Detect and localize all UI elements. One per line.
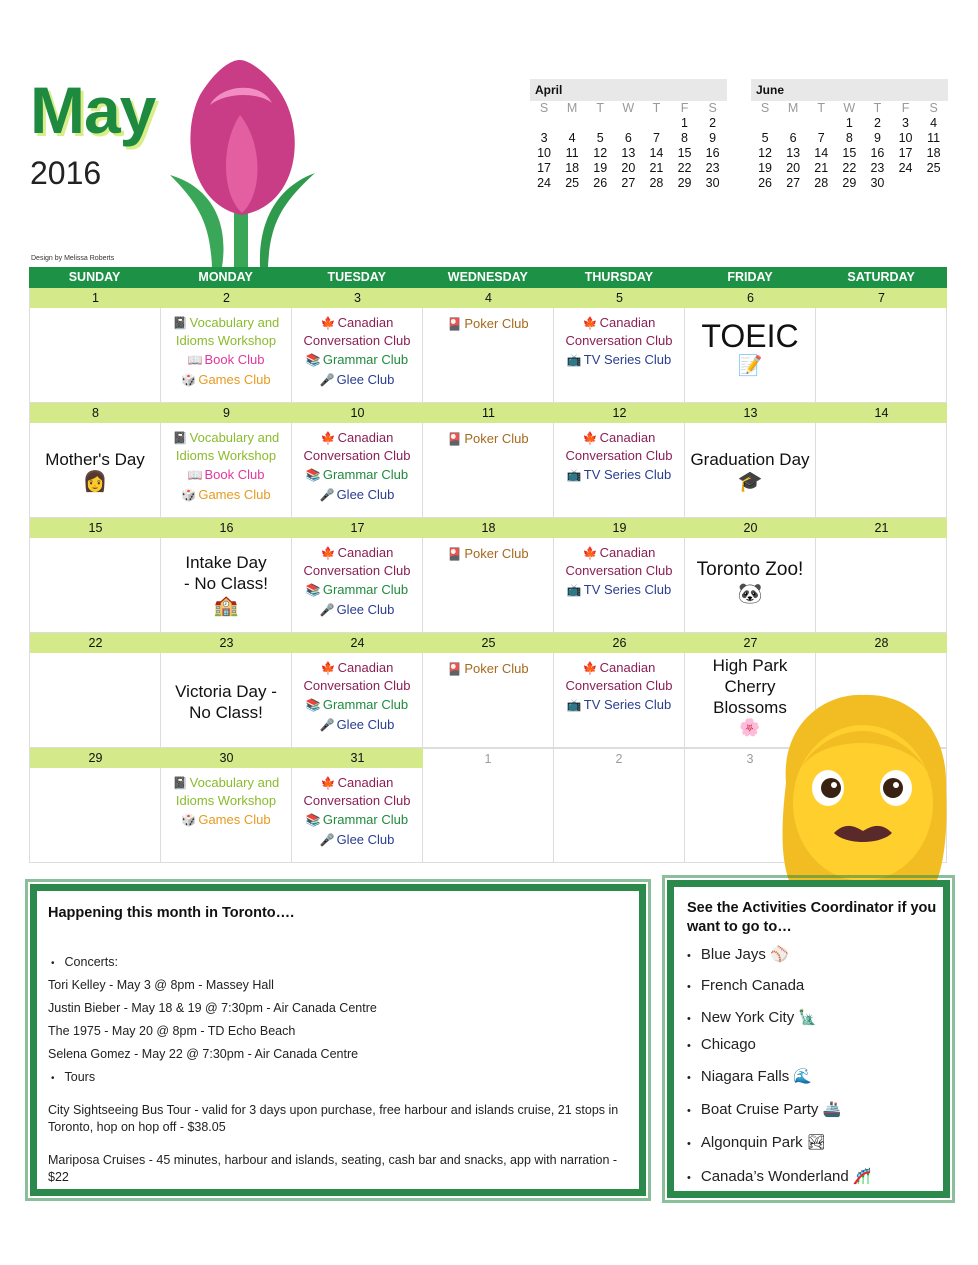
day-number: 18: [481, 521, 496, 535]
notebook-icon: 📓: [172, 431, 188, 445]
event-canadian-conversation-club: 🍁 Canadian Conversation Club: [565, 315, 673, 348]
cards-icon: 🎴: [447, 662, 463, 676]
mini-day: [807, 116, 835, 131]
mini-week-row: [751, 116, 948, 131]
trip-item-blue-jays: • Blue Jays ⚾: [687, 946, 789, 963]
activities-coordinator-panel: [667, 880, 950, 1198]
mini-day: 16: [705, 146, 720, 160]
tour-item: City Sightseeing Bus Tour - valid for 3 days upon purchase, free harbour and islands cruise, 21 stops in Toronto, hop on hop off - $38.05: [48, 1103, 619, 1134]
dow-label: S: [539, 101, 549, 115]
mini-day: 6: [624, 131, 632, 145]
event-glee-club: 🎤 Glee Club: [319, 717, 395, 732]
event-vocabulary-workshop: 📓 Vocabulary and Idioms Workshop: [172, 775, 280, 808]
mini-day: [891, 176, 919, 191]
mini-week-row: [751, 176, 948, 191]
mini-day: 22: [677, 161, 692, 175]
dow-label: W: [843, 101, 856, 115]
day-cell: [554, 308, 685, 403]
mini-calendar-title: April: [530, 79, 727, 101]
day-number: 20: [743, 521, 758, 535]
day-cell: [30, 653, 161, 748]
baseball-icon: ⚾: [770, 946, 789, 963]
mini-day: 24: [537, 176, 551, 190]
day-number: 12: [612, 406, 627, 420]
tulip-icon: [150, 55, 340, 267]
day-number: 10: [350, 406, 365, 420]
weekday-label: TUESDAY: [327, 270, 387, 284]
day-cell: [685, 423, 816, 518]
day-number: 6: [747, 291, 754, 305]
mini-day: [586, 116, 614, 131]
microphone-icon: 🎤: [319, 373, 335, 387]
panda-icon: 🐼: [737, 583, 763, 605]
tours-heading: • Tours: [51, 1069, 95, 1087]
concert-item: Tori Kelley - May 3 @ 8pm - Massey Hall: [48, 978, 274, 992]
event-glee-club: 🎤 Glee Club: [319, 602, 395, 617]
mini-day: 7: [817, 131, 825, 145]
day-number: 22: [88, 636, 103, 650]
notebook-icon: 📓: [172, 316, 188, 330]
books-icon: 📚: [305, 353, 321, 367]
event-graduation-day: Graduation Day: [690, 450, 810, 469]
microphone-icon: 🎤: [319, 718, 335, 732]
event-canadian-conversation-club: 🍁 Canadian Conversation Club: [565, 430, 673, 463]
day-cell: [554, 423, 685, 518]
mini-day: 3: [902, 116, 909, 130]
day-cell: [292, 653, 423, 748]
cards-icon: 🎴: [447, 547, 463, 561]
day-number: 26: [612, 636, 627, 650]
tv-icon: 📺: [566, 583, 582, 597]
mini-day: [614, 116, 642, 131]
day-cell: [816, 423, 947, 518]
mini-day: 9: [873, 131, 881, 145]
event-toronto-zoo: Toronto Zoo!: [696, 559, 804, 580]
microphone-icon: 🎤: [319, 833, 335, 847]
event-toeic: TOEIC: [701, 318, 799, 354]
event-games-club: 🎲 Games Club: [181, 372, 271, 387]
day-number: 21: [874, 521, 889, 535]
mini-day: 1: [845, 116, 853, 130]
mini-day: 15: [842, 146, 857, 160]
day-cell: [161, 653, 292, 748]
day-number: 3: [354, 291, 361, 305]
event-games-club: 🎲 Games Club: [181, 487, 271, 502]
mini-day: 24: [898, 161, 913, 175]
mini-day: 4: [568, 131, 576, 145]
day-number: 30: [219, 751, 234, 765]
concerts-heading: • Concerts:: [51, 954, 118, 972]
event-intake-day: Intake Day - No Class!: [183, 553, 269, 593]
event-canadian-conversation-club: 🍁 Canadian Conversation Club: [303, 545, 411, 578]
weekday-label: SATURDAY: [847, 270, 915, 284]
notebook-icon: 📓: [172, 776, 188, 790]
day-number: 1: [92, 291, 99, 305]
day-cell: [685, 308, 816, 403]
dow-label: T: [817, 101, 826, 115]
mini-day: 19: [593, 161, 608, 175]
day-number: 19: [612, 521, 627, 535]
mini-day: 15: [677, 146, 692, 160]
mini-week-row: [530, 146, 727, 161]
event-glee-club: 🎤 Glee Club: [319, 487, 395, 502]
cherry-blossom-icon: 🌸: [739, 718, 761, 737]
day-cell: [423, 653, 554, 748]
calendar-week: [29, 518, 947, 633]
mini-day: 25: [926, 161, 941, 175]
month-title: May: [30, 73, 156, 147]
national-park-icon: 🏞: [806, 1134, 826, 1151]
event-tv-series-club: 📺 TV Series Club: [566, 352, 672, 367]
maple-leaf-icon: 🍁: [582, 431, 598, 445]
event-poker-club: 🎴 Poker Club: [447, 431, 529, 446]
mini-day: 3: [540, 131, 548, 145]
mini-day: 19: [758, 161, 772, 175]
event-book-club: 📖 Book Club: [187, 352, 265, 367]
dice-icon: 🎲: [181, 488, 197, 502]
day-number: 27: [743, 636, 758, 650]
maple-leaf-icon: 🍁: [320, 316, 336, 330]
event-poker-club: 🎴 Poker Club: [447, 316, 529, 331]
event-poker-club: 🎴 Poker Club: [447, 546, 529, 561]
trip-item-french-canada: • French Canada: [687, 977, 805, 994]
water-wave-icon: 🌊: [793, 1068, 813, 1085]
day-cell: [30, 538, 161, 633]
dow-label: F: [901, 101, 910, 115]
mini-calendar-april: [530, 79, 727, 191]
tv-icon: 📺: [566, 698, 582, 712]
mini-day: 1: [681, 116, 688, 130]
maple-leaf-icon: 🍁: [320, 546, 336, 560]
event-tv-series-club: 📺 TV Series Club: [566, 467, 672, 482]
day-number: 5: [616, 291, 623, 305]
mini-week-row: [751, 146, 948, 161]
day-cell: [423, 768, 554, 863]
woman-face-icon: 👩: [82, 471, 108, 493]
mini-week-row: [751, 131, 948, 146]
mini-day: 28: [649, 176, 664, 190]
day-number: 23: [219, 636, 234, 650]
event-canadian-conversation-club: 🍁 Canadian Conversation Club: [303, 775, 411, 808]
day-cell: [292, 538, 423, 633]
ship-icon: 🚢: [822, 1101, 842, 1118]
mini-day: 20: [621, 161, 636, 175]
mini-day: 4: [930, 116, 938, 130]
day-cell: [161, 768, 292, 863]
dow-label: T: [596, 101, 605, 115]
day-cell: [30, 768, 161, 863]
day-number: 8: [92, 406, 99, 420]
event-grammar-club: 📚 Grammar Club: [305, 582, 409, 597]
microphone-icon: 🎤: [319, 488, 335, 502]
mini-day: 18: [926, 146, 941, 160]
mini-day: 13: [786, 146, 801, 160]
mini-day: [642, 116, 670, 131]
coordinator-panel-title: See the Activities Coordinator if you want to go to…: [687, 900, 937, 935]
weekday-label: MONDAY: [198, 270, 253, 284]
mini-day: 17: [537, 161, 551, 175]
maple-leaf-icon: 🍁: [320, 776, 336, 790]
mini-week-row: [530, 161, 727, 176]
event-grammar-club: 📚 Grammar Club: [305, 697, 409, 712]
mini-calendar-title: June: [751, 79, 948, 101]
day-cell: [161, 308, 292, 403]
dice-icon: 🎲: [181, 373, 197, 387]
day-number: 24: [350, 636, 365, 650]
mini-day: 30: [705, 176, 720, 190]
mini-day: 23: [705, 161, 720, 175]
event-vocabulary-workshop: 📓 Vocabulary and Idioms Workshop: [172, 315, 280, 348]
mini-day: 21: [649, 161, 664, 175]
event-vocabulary-workshop: 📓 Vocabulary and Idioms Workshop: [172, 430, 280, 463]
dow-label: T: [873, 101, 882, 115]
day-cell: [685, 538, 816, 633]
calendar-week: [29, 288, 947, 403]
event-canadian-conversation-club: 🍁 Canadian Conversation Club: [565, 545, 673, 578]
mini-day: 14: [649, 146, 664, 160]
day-cell: [554, 653, 685, 748]
day-number: 16: [219, 521, 234, 535]
mini-day: 11: [565, 146, 579, 160]
design-credit: Design by Melissa Roberts: [31, 255, 115, 262]
mini-day: [751, 116, 779, 131]
mini-day: 12: [758, 146, 772, 160]
memo-icon: 📝: [737, 355, 763, 377]
mini-day: 27: [621, 176, 636, 190]
mini-day: [558, 116, 586, 131]
weekday-label: FRIDAY: [727, 270, 773, 284]
mini-day: 20: [786, 161, 801, 175]
mini-day: 21: [814, 161, 829, 175]
concert-item: Justin Bieber - May 18 & 19 @ 7:30pm - Air Canada Centre: [48, 1001, 377, 1015]
day-number-next-month: 1: [423, 748, 554, 768]
maple-leaf-icon: 🍁: [582, 546, 598, 560]
book-icon: 📖: [187, 468, 203, 482]
event-canadian-conversation-club: 🍁 Canadian Conversation Club: [303, 315, 411, 348]
day-number: 2: [223, 291, 230, 305]
tv-icon: 📺: [566, 353, 582, 367]
mini-calendar-june: [751, 79, 948, 191]
maple-leaf-icon: 🍁: [320, 431, 336, 445]
concert-item: The 1975 - May 20 @ 8pm - TD Echo Beach: [48, 1024, 296, 1038]
day-number: 14: [874, 406, 889, 420]
day-cell: [161, 423, 292, 518]
trip-item-algonquin-park: • Algonquin Park 🏞: [687, 1134, 826, 1151]
mini-day: 8: [845, 131, 853, 145]
day-number: 11: [482, 406, 495, 420]
day-cell: [292, 308, 423, 403]
toronto-panel-title: Happening this month in Toronto….: [48, 905, 295, 921]
mini-day: [920, 176, 948, 191]
mini-day: 22: [842, 161, 857, 175]
day-number: 31: [350, 751, 365, 765]
books-icon: 📚: [305, 583, 321, 597]
mini-weeks: [530, 116, 727, 191]
mini-week-row: [530, 176, 727, 191]
day-cell: [30, 308, 161, 403]
trip-item-chicago: • Chicago: [687, 1036, 756, 1053]
mini-day: [530, 116, 558, 131]
books-icon: 📚: [305, 813, 321, 827]
event-glee-club: 🎤 Glee Club: [319, 832, 395, 847]
maple-leaf-icon: 🍁: [582, 316, 598, 330]
mini-day: 13: [621, 146, 636, 160]
event-poker-club: 🎴 Poker Club: [447, 661, 529, 676]
weekday-header: [29, 267, 947, 288]
weekday-label: SUNDAY: [68, 270, 121, 284]
roller-coaster-icon: 🎢: [852, 1168, 872, 1185]
school-building-icon: 🏫: [213, 595, 239, 617]
dow-label: W: [622, 101, 635, 115]
dow-label: M: [787, 101, 799, 115]
tv-icon: 📺: [566, 468, 582, 482]
mini-week-row: [530, 116, 727, 131]
event-mothers-day: Mother's Day: [45, 450, 145, 469]
mini-day: 9: [709, 131, 717, 145]
event-cherry-blossoms: High Park Cherry Blossoms: [712, 656, 788, 717]
tour-item: Mariposa Cruises - 45 minutes, harbour and islands, seating, cash bar and snacks, app with narration - $22: [48, 1153, 618, 1184]
dow-label: S: [760, 101, 770, 115]
event-grammar-club: 📚 Grammar Club: [305, 467, 409, 482]
mini-day: 2: [873, 116, 881, 130]
year-label: 2016: [30, 155, 102, 191]
dow-label: S: [929, 101, 938, 115]
event-canadian-conversation-club: 🍁 Canadian Conversation Club: [565, 660, 673, 693]
day-number: 17: [350, 521, 365, 535]
event-victoria-day: Victoria Day - No Class!: [175, 682, 277, 722]
mini-week-row: [530, 131, 727, 146]
microphone-icon: 🎤: [319, 603, 335, 617]
toronto-events-panel: [30, 884, 646, 1196]
day-cell: [554, 538, 685, 633]
graduation-cap-icon: 🎓: [737, 471, 763, 493]
books-icon: 📚: [305, 468, 321, 482]
mini-day: 25: [565, 176, 580, 190]
books-icon: 📚: [305, 698, 321, 712]
day-number: 13: [743, 406, 758, 420]
mini-day: 29: [677, 176, 692, 190]
day-number-next-month: 3: [685, 748, 816, 768]
mini-day: 5: [761, 131, 769, 145]
maple-leaf-icon: 🍁: [320, 661, 336, 675]
mini-weeks: [751, 116, 948, 191]
day-cell: [423, 308, 554, 403]
event-canadian-conversation-club: 🍁 Canadian Conversation Club: [303, 660, 411, 693]
woman-emoji-icon: [776, 693, 950, 883]
mini-day: 27: [786, 176, 801, 190]
mini-day: 11: [927, 131, 941, 145]
day-cell: [816, 308, 947, 403]
cards-icon: 🎴: [447, 317, 463, 331]
event-glee-club: 🎤 Glee Club: [319, 372, 395, 387]
trip-item-boat-cruise: • Boat Cruise Party 🚢: [687, 1101, 842, 1118]
dow-label: S: [708, 101, 717, 115]
maple-leaf-icon: 🍁: [582, 661, 598, 675]
day-cell: [161, 538, 292, 633]
day-cell: [30, 423, 161, 518]
dow-label: F: [680, 101, 689, 115]
event-canadian-conversation-club: 🍁 Canadian Conversation Club: [303, 430, 411, 463]
dow-label: T: [652, 101, 661, 115]
event-grammar-club: 📚 Grammar Club: [305, 352, 409, 367]
mini-day: 30: [870, 176, 885, 190]
event-book-club: 📖 Book Club: [187, 467, 265, 482]
mini-day: 5: [596, 131, 604, 145]
day-number-next-month: 2: [554, 748, 685, 768]
mini-day: 10: [898, 131, 913, 145]
calendar-week: [29, 403, 947, 518]
concert-item: Selena Gomez - May 22 @ 7:30pm - Air Canada Centre: [48, 1047, 359, 1061]
weekday-label: WEDNESDAY: [447, 270, 528, 284]
day-number: 4: [485, 291, 492, 305]
book-icon: 📖: [187, 353, 203, 367]
weekday-label: THURSDAY: [584, 270, 654, 284]
day-cell: [292, 768, 423, 863]
dow-label: M: [566, 101, 578, 115]
day-cell: [423, 423, 554, 518]
event-tv-series-club: 📺 TV Series Club: [566, 582, 672, 597]
mini-day: 18: [565, 161, 580, 175]
mini-day: 28: [814, 176, 829, 190]
mini-day: 17: [898, 146, 913, 160]
mini-day: 23: [870, 161, 885, 175]
day-number: 7: [878, 291, 885, 305]
event-tv-series-club: 📺 TV Series Club: [566, 697, 672, 712]
mini-day: 14: [814, 146, 829, 160]
statue-of-liberty-icon: 🗽: [798, 1009, 818, 1026]
mini-day: 8: [681, 131, 688, 145]
mini-day: 12: [593, 146, 608, 160]
trip-item-niagara-falls: • Niagara Falls 🌊: [687, 1068, 813, 1085]
day-cell: [423, 538, 554, 633]
mini-day: [779, 116, 807, 131]
day-cell: [292, 423, 423, 518]
mini-day: 2: [709, 116, 717, 130]
mini-day: 29: [842, 176, 857, 190]
day-number: 28: [874, 636, 889, 650]
day-cell: [554, 768, 685, 863]
trip-item-canadas-wonderland: • Canada’s Wonderland 🎢: [687, 1168, 872, 1185]
cards-icon: 🎴: [447, 432, 463, 446]
day-number: 15: [88, 521, 103, 535]
day-cell: [816, 538, 947, 633]
day-number: 29: [88, 751, 103, 765]
trip-item-new-york-city: • New York City 🗽: [687, 1009, 818, 1026]
mini-day: 16: [870, 146, 885, 160]
mini-day: 6: [789, 131, 797, 145]
mini-day: 26: [758, 176, 772, 190]
mini-day: 26: [593, 176, 608, 190]
day-number: 25: [481, 636, 496, 650]
event-games-club: 🎲 Games Club: [181, 812, 271, 827]
event-grammar-club: 📚 Grammar Club: [305, 812, 409, 827]
mini-week-row: [751, 161, 948, 176]
day-number: 9: [223, 406, 230, 420]
mini-day: 7: [652, 131, 660, 145]
dice-icon: 🎲: [181, 813, 197, 827]
mini-day: 10: [537, 146, 551, 160]
